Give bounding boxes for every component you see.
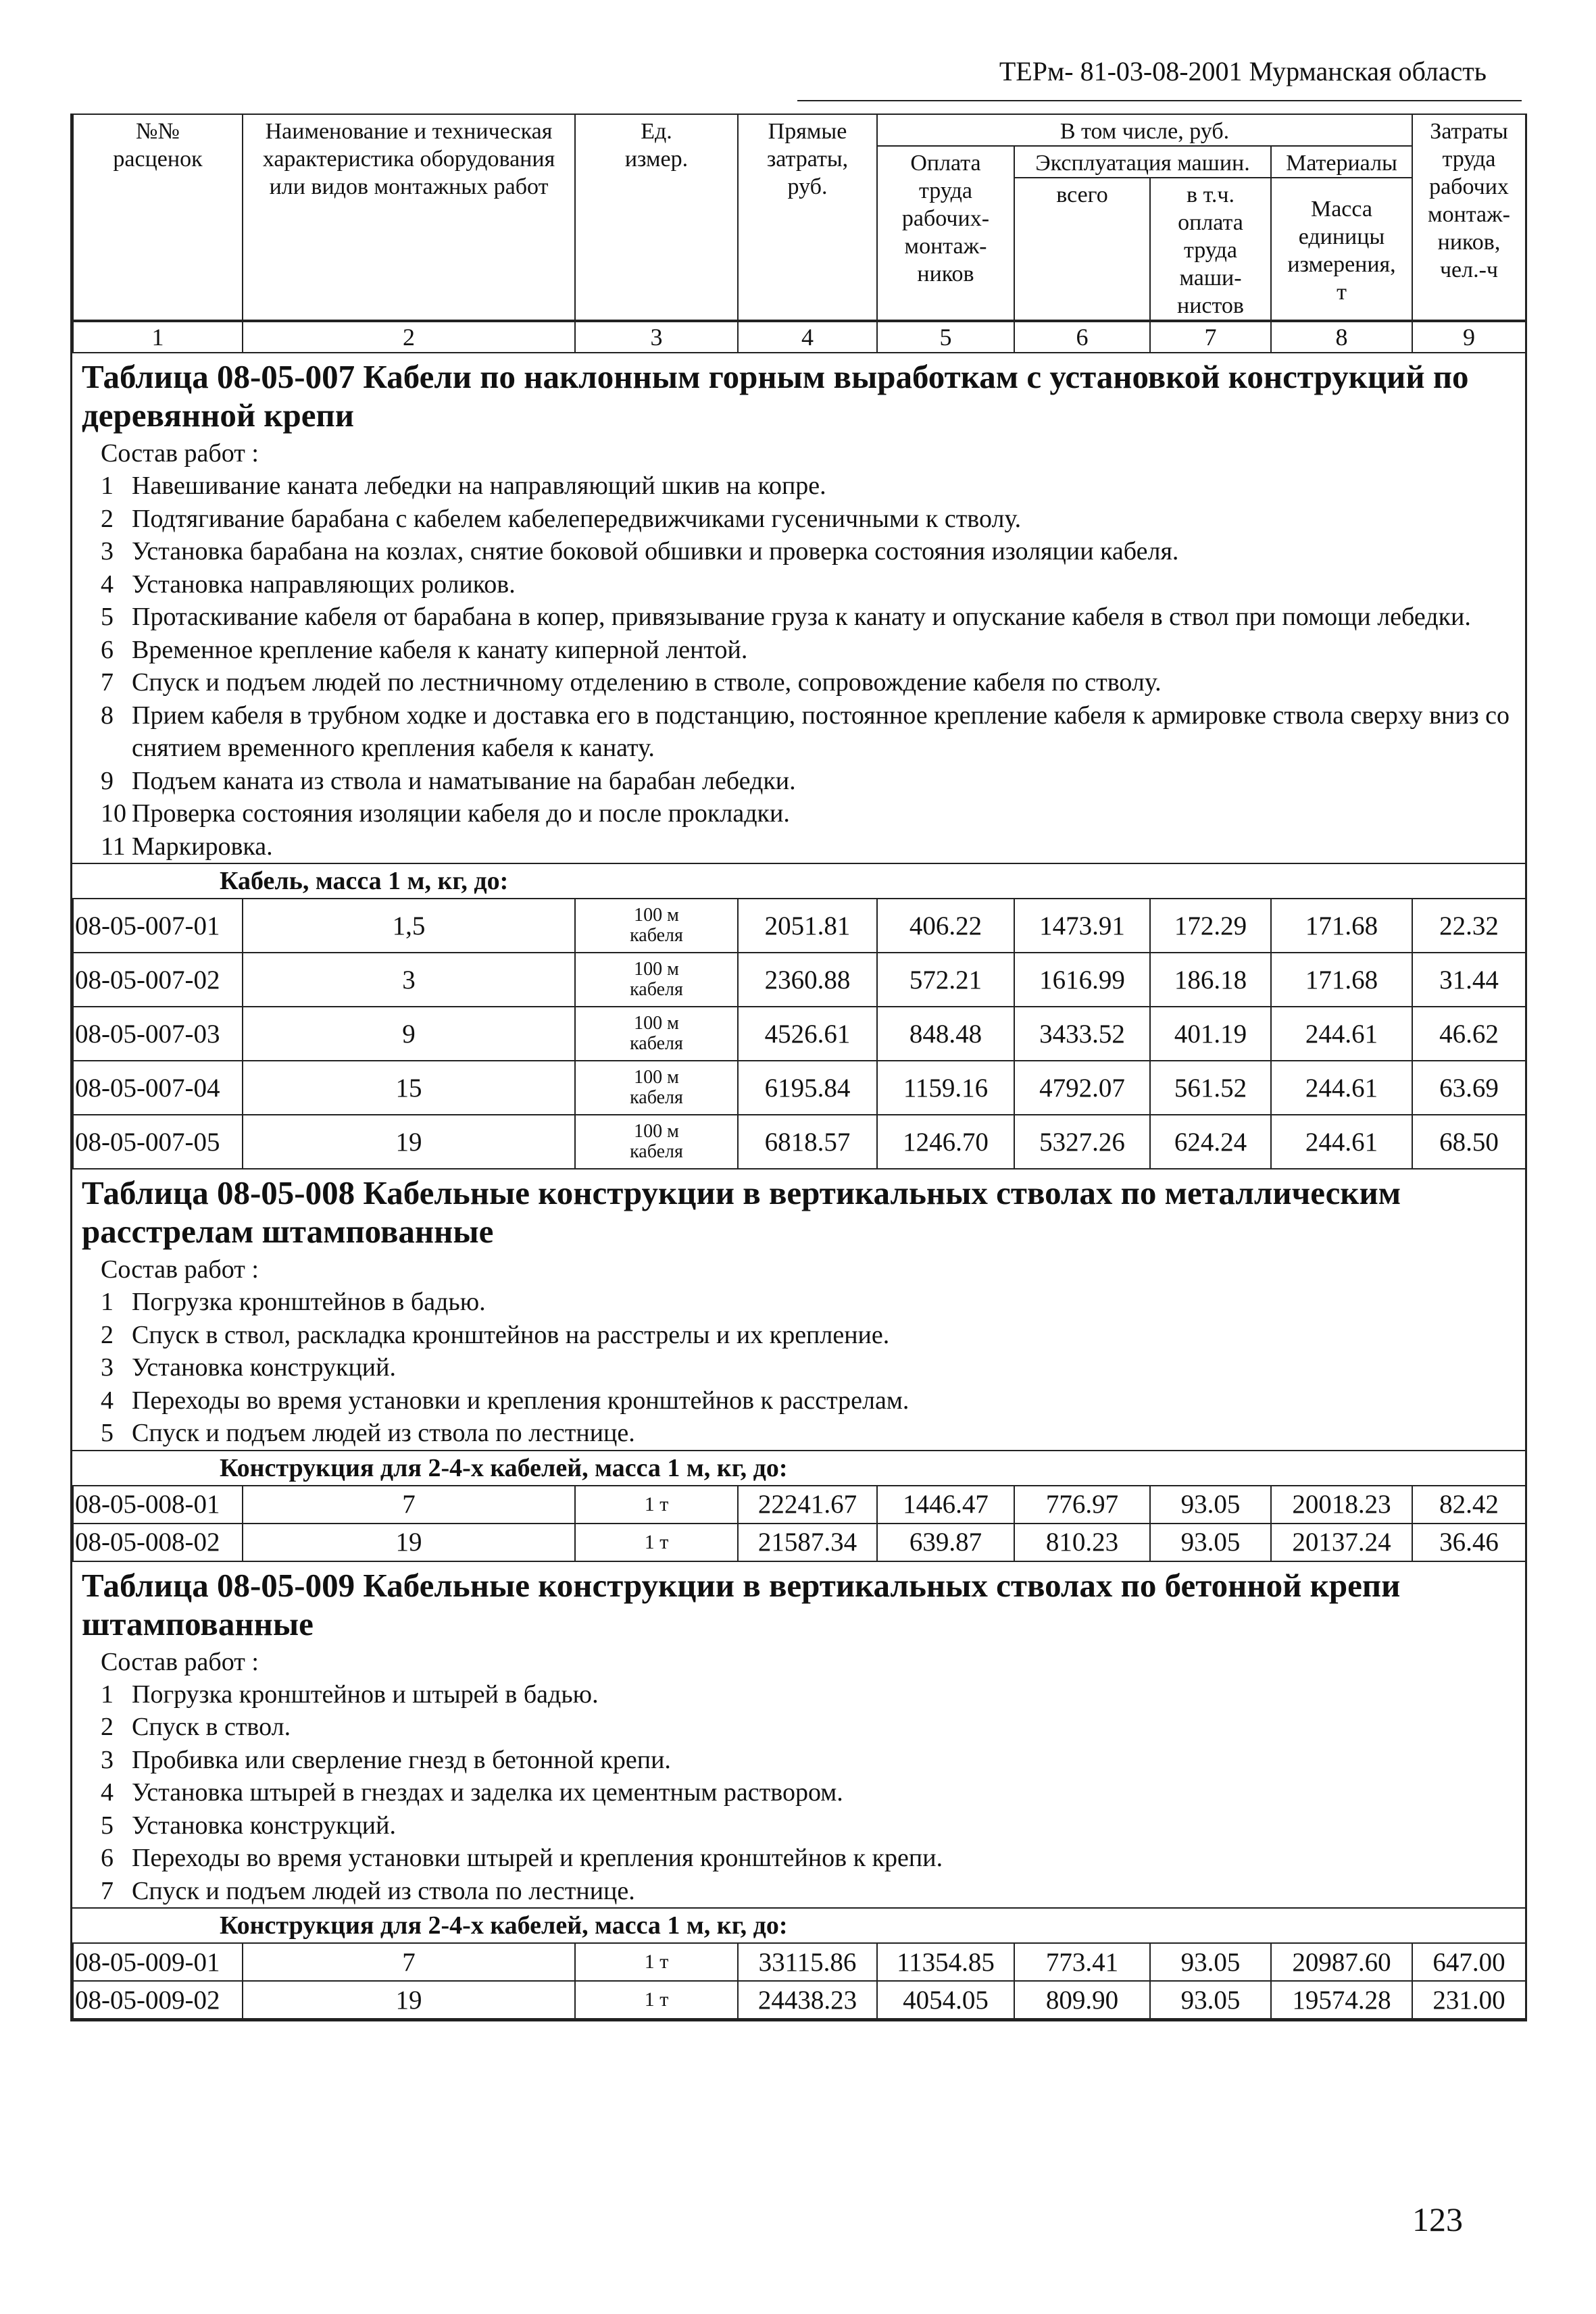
rate-code: 08-05-007-03 <box>73 1007 243 1061</box>
work-step-text: Установка направляющих роликов. <box>132 570 516 599</box>
work-step <box>101 1711 1525 1744</box>
rate-labor-hours: 46.62 <box>1412 1007 1526 1061</box>
rate-direct-cost: 6818.57 <box>738 1115 877 1169</box>
unit-line: 100 м <box>634 905 679 926</box>
col-group-header: В том числе, руб. <box>877 114 1412 146</box>
col-number: 6 <box>1014 322 1150 353</box>
row-group-heading: Кабель, масса 1 м, кг, до: <box>72 863 1525 898</box>
rate-material-cost: 171.68 <box>1271 953 1412 1007</box>
rate-direct-cost: 6195.84 <box>738 1061 877 1115</box>
rate-machine-cost: 4792.07 <box>1014 1061 1150 1115</box>
rate-machinist-cost: 561.52 <box>1150 1061 1271 1115</box>
rate-direct-cost: 4526.61 <box>738 1007 877 1061</box>
col-header-7: в т.ч. оплата труда маши- нистов <box>1150 178 1271 320</box>
work-step-text: Спуск в ствол, раскладка кронштейнов на расстрелы и их крепление. <box>132 1320 890 1349</box>
work-step-number: 5 <box>101 1811 114 1840</box>
work-step-text: Маркировка. <box>132 832 273 861</box>
table-row <box>73 899 1526 953</box>
rate-machinist-cost: 93.05 <box>1150 1524 1271 1561</box>
rate-machinist-cost: 172.29 <box>1150 899 1271 953</box>
rate-unit <box>575 1981 738 2019</box>
work-step-number: 7 <box>101 1876 114 1905</box>
work-step-number: 4 <box>101 1386 114 1415</box>
work-step-text: Установка конструкций. <box>132 1811 396 1840</box>
rate-parameter: 19 <box>243 1115 575 1169</box>
unit-line: кабеля <box>630 1033 683 1054</box>
rate-labor-hours: 647.00 <box>1412 1943 1526 1981</box>
rate-labor-hours: 231.00 <box>1412 1981 1526 2019</box>
unit-line: 1 т <box>644 1492 669 1515</box>
rate-machinist-cost: 93.05 <box>1150 1486 1271 1524</box>
rate-labor-cost: 4054.05 <box>877 1981 1014 2019</box>
unit-line: 1 т <box>644 1988 669 2011</box>
table-row <box>73 953 1526 1007</box>
work-step-number: 6 <box>101 635 114 664</box>
rate-unit <box>575 1524 738 1561</box>
work-step <box>101 1842 1525 1875</box>
rate-material-cost: 19574.28 <box>1271 1981 1412 2019</box>
col-number: 9 <box>1412 322 1526 353</box>
rate-machine-cost: 1473.91 <box>1014 899 1150 953</box>
col-header-2: Наименование и техническая характеристика оборудования или видов монтажных работ <box>243 114 575 320</box>
rate-machine-cost: 776.97 <box>1014 1486 1150 1524</box>
composition-heading: Состав работ : <box>101 1255 259 1284</box>
rates-document <box>70 114 1527 2021</box>
work-step <box>101 634 1525 667</box>
table-row <box>73 1061 1526 1115</box>
rate-parameter: 3 <box>243 953 575 1007</box>
work-step <box>101 830 1525 863</box>
work-step <box>101 797 1525 830</box>
rate-unit <box>575 1486 738 1524</box>
table-row <box>73 1007 1526 1061</box>
rate-direct-cost: 24438.23 <box>738 1981 877 2019</box>
col-header-1: №№ расценок <box>73 114 243 320</box>
work-step <box>101 1319 1525 1352</box>
work-step <box>101 1875 1525 1908</box>
rate-labor-cost: 406.22 <box>877 899 1014 953</box>
composition-heading: Состав работ : <box>101 1647 259 1676</box>
rate-machinist-cost: 93.05 <box>1150 1981 1271 2019</box>
rate-parameter: 1,5 <box>243 899 575 953</box>
rate-labor-hours: 68.50 <box>1412 1115 1526 1169</box>
rate-material-cost: 20137.24 <box>1271 1524 1412 1561</box>
rates-table <box>72 1942 1526 2019</box>
rate-parameter: 9 <box>243 1007 575 1061</box>
rate-labor-hours: 22.32 <box>1412 899 1526 953</box>
work-step <box>101 535 1525 568</box>
rates-table <box>72 898 1526 1169</box>
col-number: 8 <box>1271 322 1412 353</box>
rate-labor-cost: 639.87 <box>877 1524 1014 1561</box>
col-header-5: Оплата труда рабочих- монтаж- ников <box>877 146 1014 320</box>
rate-machine-cost: 773.41 <box>1014 1943 1150 1981</box>
work-step-text: Прием кабеля в трубном ходке и доставка его в подстанцию, постоянное крепление кабеля к армировке ствола сверху вниз со снятием временного крепления кабеля к канату. <box>132 701 1510 762</box>
work-step-text: Установка барабана на козлах, снятие боковой обшивки и проверка состояния изоляции кабеля. <box>132 537 1179 565</box>
col-number: 7 <box>1150 322 1271 353</box>
work-step-text: Спуск в ствол. <box>132 1713 291 1741</box>
rate-labor-hours: 63.69 <box>1412 1061 1526 1115</box>
rate-direct-cost: 33115.86 <box>738 1943 877 1981</box>
work-step-text: Спуск и подъем людей по лестничному отделению в стволе, сопровождение кабеля по стволу. <box>132 668 1162 697</box>
rate-code: 08-05-008-01 <box>73 1486 243 1524</box>
col-header-materials: Материалы <box>1271 146 1412 178</box>
rate-machinist-cost: 401.19 <box>1150 1007 1271 1061</box>
rate-material-cost: 171.68 <box>1271 899 1412 953</box>
table-title: Таблица 08-05-009 Кабельные конструкции в вертикальных стволах по бетонной крепи штампованные <box>82 1566 1401 1642</box>
work-step <box>101 1417 1525 1450</box>
rate-parameter: 15 <box>243 1061 575 1115</box>
unit-line: 100 м <box>634 1067 679 1088</box>
unit-line: 100 м <box>634 1121 679 1142</box>
work-step <box>101 1809 1525 1842</box>
rate-code: 08-05-009-01 <box>73 1943 243 1981</box>
header-rule <box>797 100 1522 101</box>
rate-code: 08-05-009-02 <box>73 1981 243 2019</box>
work-step <box>101 765 1525 798</box>
work-step <box>101 666 1525 699</box>
unit-line: 100 м <box>634 959 679 980</box>
rate-direct-cost: 21587.34 <box>738 1524 877 1561</box>
rate-unit <box>575 953 738 1007</box>
table-section <box>72 353 1525 1169</box>
rate-machinist-cost: 93.05 <box>1150 1943 1271 1981</box>
work-step-text: Переходы во время установки штырей и крепления кронштейнов к крепи. <box>132 1844 943 1872</box>
rate-code: 08-05-007-04 <box>73 1061 243 1115</box>
col-header-6: всего <box>1014 178 1150 320</box>
col-number: 1 <box>73 322 243 353</box>
rate-unit <box>575 1115 738 1169</box>
rate-labor-hours: 31.44 <box>1412 953 1526 1007</box>
work-step <box>101 1678 1525 1711</box>
rate-machinist-cost: 186.18 <box>1150 953 1271 1007</box>
rate-unit <box>575 1943 738 1981</box>
work-step <box>101 699 1525 765</box>
rate-unit <box>575 1007 738 1061</box>
rate-material-cost: 244.61 <box>1271 1007 1412 1061</box>
rate-machine-cost: 809.90 <box>1014 1981 1150 2019</box>
work-step-number: 2 <box>101 1713 114 1741</box>
rate-labor-cost: 1246.70 <box>877 1115 1014 1169</box>
rate-labor-hours: 36.46 <box>1412 1524 1526 1561</box>
rate-parameter: 7 <box>243 1943 575 1981</box>
rate-labor-cost: 1159.16 <box>877 1061 1014 1115</box>
rate-code: 08-05-007-05 <box>73 1115 243 1169</box>
rate-labor-cost: 848.48 <box>877 1007 1014 1061</box>
unit-line: 1 т <box>644 1530 669 1553</box>
work-step-number: 11 <box>101 832 126 861</box>
col-header-9: Затраты труда рабочих монтаж- ников, чел.-ч <box>1412 114 1526 320</box>
table-title: Таблица 08-05-007 Кабели по наклонным горным выработкам с установкой конструкций по деревянной крепи <box>82 358 1469 434</box>
rate-code: 08-05-007-01 <box>73 899 243 953</box>
rate-material-cost: 244.61 <box>1271 1115 1412 1169</box>
rate-machinist-cost: 624.24 <box>1150 1115 1271 1169</box>
work-step-number: 2 <box>101 504 114 533</box>
column-header-table <box>72 114 1526 321</box>
work-step-number: 7 <box>101 668 114 697</box>
unit-line: кабеля <box>630 979 683 1000</box>
rate-code: 08-05-007-02 <box>73 953 243 1007</box>
page-header: ТЕРм- 81-03-08-2001 Мурманская область <box>999 56 1487 86</box>
work-step-number: 2 <box>101 1320 114 1349</box>
rate-parameter: 7 <box>243 1486 575 1524</box>
work-step <box>101 1744 1525 1777</box>
work-step-number: 3 <box>101 537 114 565</box>
work-step-number: 3 <box>101 1353 114 1382</box>
work-step <box>101 1286 1525 1319</box>
work-step-text: Протаскивание кабеля от барабана в копер, привязывание груза к канату и опускание кабеля в ствол при помощи лебедки. <box>132 603 1471 631</box>
work-step-text: Переходы во время установки и крепления кронштейнов к расстрелам. <box>132 1386 909 1415</box>
work-step-text: Спуск и подъем людей из ствола по лестнице. <box>132 1876 635 1905</box>
rate-parameter: 19 <box>243 1981 575 2019</box>
work-step <box>101 470 1525 503</box>
work-step-text: Пробивка или сверление гнезд в бетонной крепи. <box>132 1745 671 1774</box>
work-step-text: Погрузка кронштейнов и штырей в бадью. <box>132 1680 599 1709</box>
col-number: 5 <box>877 322 1014 353</box>
rate-labor-cost: 11354.85 <box>877 1943 1014 1981</box>
rate-machine-cost: 810.23 <box>1014 1524 1150 1561</box>
rate-machine-cost: 5327.26 <box>1014 1115 1150 1169</box>
table-row <box>73 1943 1526 1981</box>
row-group-heading: Конструкция для 2-4-х кабелей, масса 1 м, кг, до: <box>72 1907 1525 1942</box>
work-step-text: Спуск и подъем людей из ствола по лестнице. <box>132 1419 635 1447</box>
work-step-number: 1 <box>101 1288 114 1316</box>
work-step-text: Установка штырей в гнездах и заделка их цементным раствором. <box>132 1778 843 1807</box>
table-section <box>72 1169 1525 1562</box>
rate-direct-cost: 2051.81 <box>738 899 877 953</box>
work-step-number: 5 <box>101 1419 114 1447</box>
unit-line: 1 т <box>644 1951 669 1973</box>
page-number: 123 <box>1412 2200 1463 2238</box>
work-step-text: Погрузка кронштейнов в бадью. <box>132 1288 486 1316</box>
rate-code: 08-05-008-02 <box>73 1524 243 1561</box>
rate-material-cost: 20987.60 <box>1271 1943 1412 1981</box>
rate-labor-cost: 572.21 <box>877 953 1014 1007</box>
rate-unit <box>575 899 738 953</box>
rate-labor-cost: 1446.47 <box>877 1486 1014 1524</box>
work-step-number: 10 <box>101 799 126 828</box>
rate-direct-cost: 22241.67 <box>738 1486 877 1524</box>
table-row <box>73 1524 1526 1561</box>
work-step <box>101 601 1525 634</box>
composition-heading: Состав работ : <box>101 439 259 468</box>
col-header-8: Масса единицы измерения, т <box>1271 178 1412 320</box>
work-step <box>101 568 1525 601</box>
work-step <box>101 1351 1525 1384</box>
work-step <box>101 503 1525 536</box>
work-step-number: 8 <box>101 701 114 730</box>
col-number: 2 <box>243 322 575 353</box>
rate-labor-hours: 82.42 <box>1412 1486 1526 1524</box>
work-step-number: 4 <box>101 570 114 599</box>
rate-machine-cost: 3433.52 <box>1014 1007 1150 1061</box>
col-number: 3 <box>575 322 738 353</box>
work-step-text: Подтягивание барабана с кабелем кабелепередвижчиками гусеничными к стволу. <box>132 504 1022 533</box>
col-number: 4 <box>738 322 877 353</box>
work-step-text: Подъем каната из ствола и наматывание на барабан лебедки. <box>132 766 796 795</box>
col-header-4: Прямые затраты, руб. <box>738 114 877 320</box>
work-step-number: 1 <box>101 472 114 500</box>
work-step-number: 5 <box>101 603 114 631</box>
work-step-number: 4 <box>101 1778 114 1807</box>
table-section <box>72 1562 1525 2020</box>
work-step-number: 1 <box>101 1680 114 1709</box>
unit-line: кабеля <box>630 1141 683 1162</box>
col-header-3: Ед. измер. <box>575 114 738 320</box>
rate-direct-cost: 2360.88 <box>738 953 877 1007</box>
column-number-row <box>72 321 1526 353</box>
rate-parameter: 19 <box>243 1524 575 1561</box>
unit-line: 100 м <box>634 1013 679 1034</box>
work-step-number: 9 <box>101 766 114 795</box>
work-step <box>101 1776 1525 1809</box>
rate-machine-cost: 1616.99 <box>1014 953 1150 1007</box>
table-row <box>73 1115 1526 1169</box>
rate-sections <box>72 353 1525 2019</box>
work-step-text: Навешивание каната лебедки на направляющий шкив на копре. <box>132 472 826 500</box>
work-step-number: 6 <box>101 1844 114 1872</box>
table-row <box>73 1486 1526 1524</box>
work-step-number: 3 <box>101 1745 114 1774</box>
rate-material-cost: 244.61 <box>1271 1061 1412 1115</box>
rates-table <box>72 1485 1526 1562</box>
unit-line: кабеля <box>630 925 683 946</box>
row-group-heading: Конструкция для 2-4-х кабелей, масса 1 м, кг, до: <box>72 1450 1525 1485</box>
rate-material-cost: 20018.23 <box>1271 1486 1412 1524</box>
unit-line: кабеля <box>630 1087 683 1108</box>
rate-unit <box>575 1061 738 1115</box>
work-step-text: Временное крепление кабеля к канату киперной лентой. <box>132 635 748 664</box>
work-step-text: Установка конструкций. <box>132 1353 396 1382</box>
col-header-machines: Эксплуатация машин. <box>1014 146 1271 178</box>
work-step <box>101 1384 1525 1417</box>
table-row <box>73 1981 1526 2019</box>
table-title: Таблица 08-05-008 Кабельные конструкции в вертикальных стволах по металлическим расстрелам штампованные <box>82 1174 1401 1250</box>
work-step-text: Проверка состояния изоляции кабеля до и после прокладки. <box>132 799 790 828</box>
